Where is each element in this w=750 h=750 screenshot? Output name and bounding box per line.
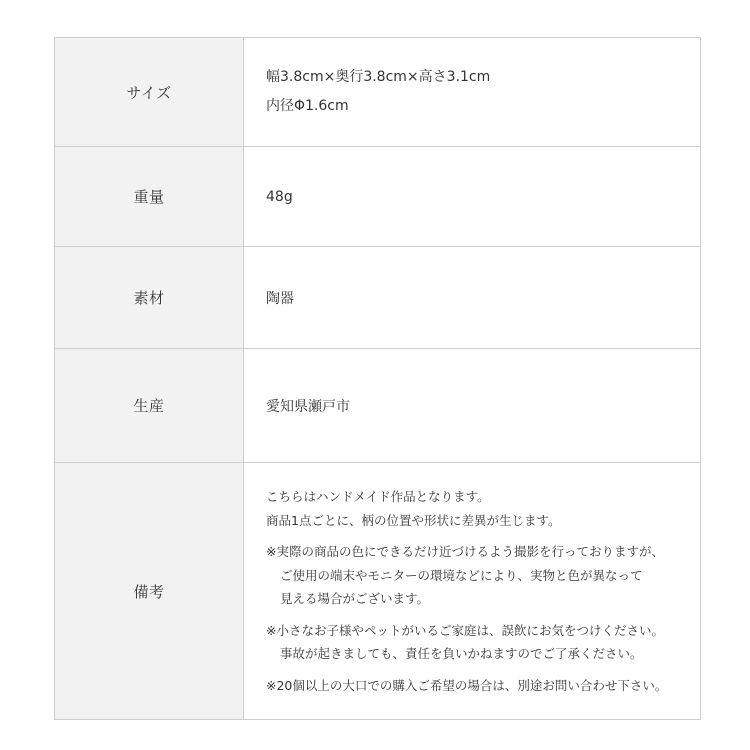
spec-row-material xyxy=(55,247,701,349)
size-inner-diameter-text: 内径Φ1.6cm xyxy=(266,98,349,114)
notes-line: 事故が起きましても、責任を負いかねますのでご了承ください。 xyxy=(280,646,643,661)
notes-line: ※実際の商品の色にできるだけ近づけるよう撮影を行っておりますが、 xyxy=(266,544,664,559)
notes-line: ※小さなお子様やペットがいるご家庭は、誤飲にお気をつけください。 xyxy=(266,622,664,638)
notes-safety-paragraph xyxy=(266,619,700,666)
spec-row-notes xyxy=(55,463,701,720)
notes-line: ご使用の端末やモニターの環境などにより、実物と色が異なって xyxy=(280,567,643,583)
product-spec-table xyxy=(54,37,701,720)
spec-label-weight: 重量 xyxy=(55,147,244,247)
spec-label-size: サイズ xyxy=(55,38,244,147)
spec-value-weight: 48g xyxy=(244,147,701,247)
notes-handmade-paragraph xyxy=(266,485,700,532)
spec-value-notes xyxy=(244,463,701,720)
spec-label-notes: 備考 xyxy=(55,463,244,720)
spec-row-size xyxy=(55,38,701,147)
notes-line: ※20個以上の大口での購入ご希望の場合は、別途お問い合わせ下さい。 xyxy=(266,677,668,693)
spec-row-origin xyxy=(55,349,701,463)
notes-color-paragraph xyxy=(266,540,700,611)
spec-value-material: 陶器 xyxy=(244,247,701,349)
spec-value-origin: 愛知県瀬戸市 xyxy=(244,349,701,463)
notes-line: 商品1点ごとに、柄の位置や形状に差異が生じます。 xyxy=(266,512,561,528)
spec-label-material: 素材 xyxy=(55,247,244,349)
spec-row-weight xyxy=(55,147,701,247)
notes-line: こちらはハンドメイド作品となります。 xyxy=(266,489,490,504)
spec-value-size xyxy=(244,38,701,147)
notes-bulk-order-paragraph xyxy=(266,674,700,698)
notes-line: 見える場合がございます。 xyxy=(280,591,430,606)
spec-label-origin: 生産 xyxy=(55,349,244,463)
size-dimensions-text: 幅3.8cm×奥行3.8cm×高さ3.1cm xyxy=(266,69,491,85)
